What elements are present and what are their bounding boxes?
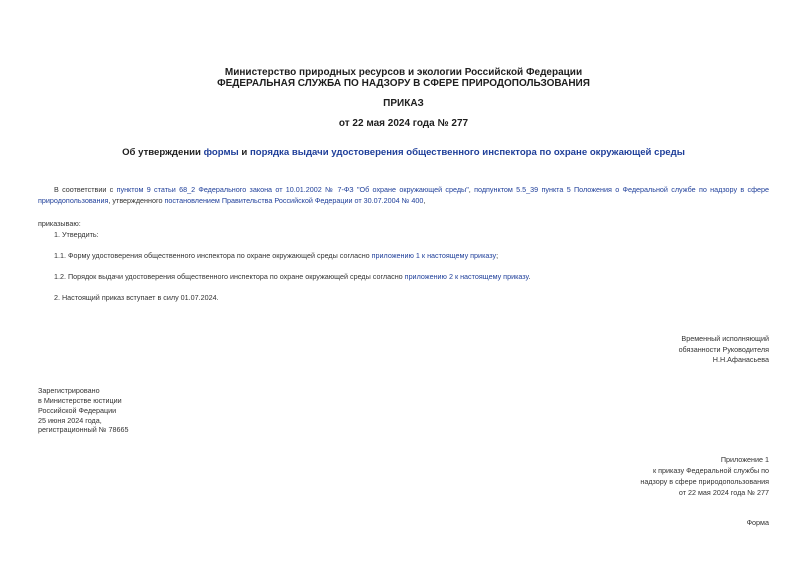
title-link-order[interactable]: порядка выдачи удостоверения общественного инспектора по охране окружающей среды (249, 147, 685, 158)
appendix-line-2: к приказу Федеральной службы по (653, 466, 769, 475)
preamble-line-1 (54, 184, 769, 195)
title-text-1: Об утверждении (122, 147, 204, 158)
preamble-text-2: , (468, 185, 475, 194)
document-type: ПРИКАЗ (383, 98, 424, 109)
regulation-link[interactable]: подпунктом 5.5_39 пункта 5 Положения о Федеральной службе по надзору в сфере (474, 185, 770, 194)
registration-line-1: Зарегистрировано (38, 386, 100, 395)
title-text-2: и (238, 147, 250, 158)
order-item-1: 1. Утвердить: (54, 230, 99, 239)
document-date: от 22 мая 2024 года № 277 (338, 118, 469, 129)
signature-line-2: обязанности Руководителя (678, 345, 769, 354)
law-link[interactable]: пунктом 9 статьи 68_2 Федерального закона от 10.01.2002 № 7-ФЗ "Об охране окружающей среды" (116, 185, 469, 194)
preamble-text-3: , утвержденного (108, 196, 165, 205)
title-link-form[interactable]: формы (203, 147, 239, 158)
signer-name: Н.Н.Афанасьева (712, 355, 769, 364)
preamble-text-4: , (423, 196, 426, 205)
registration-number: регистрационный № 78665 (38, 425, 129, 434)
item-1-1-text: 1.1. Форму удостоверения общественного инспектора по охране окружающей среды согласно (54, 251, 372, 260)
item-1-1-end: ; (496, 251, 499, 260)
regulation-link-cont[interactable]: природопользования (38, 196, 109, 205)
preamble-line-2 (38, 195, 769, 206)
order-item-1-2 (54, 271, 530, 282)
appendix-1-link[interactable]: приложению 1 к настоящему приказу (371, 251, 497, 260)
registration-line-3: Российской Федерации (38, 406, 117, 415)
appendix-number: Приложение 1 (720, 455, 769, 464)
appendix-line-3: надзору в сфере природопользования (640, 477, 769, 486)
item-1-2-text: 1.2. Порядок выдачи удостоверения общественного инспектора по охране окружающей среды согласно (54, 272, 405, 281)
ministry-name: Министерство природных ресурсов и экологии Российской Федерации (224, 67, 583, 78)
form-label: Форма (746, 518, 769, 527)
signature-line-1: Временный исполняющий (681, 334, 769, 343)
document-title (0, 147, 807, 158)
registration-date: 25 июня 2024 года, (38, 416, 102, 425)
order-item-1-1 (54, 250, 498, 261)
item-1-2-end: . (528, 272, 531, 281)
appendix-2-link[interactable]: приложению 2 к настоящему приказу (404, 272, 529, 281)
service-name: ФЕДЕРАЛЬНАЯ СЛУЖБА ПО НАДЗОРУ В СФЕРЕ ПРИРОДОПОЛЬЗОВАНИЯ (217, 78, 590, 89)
appendix-date: от 22 мая 2024 года № 277 (678, 488, 769, 497)
order-word: приказываю: (38, 219, 81, 228)
government-decree-link[interactable]: постановлением Правительства Российской Федерации от 30.07.2004 № 400 (164, 196, 424, 205)
registration-line-2: в Министерстве юстиции (38, 396, 122, 405)
preamble-text-1: В соответствии с (54, 185, 117, 194)
order-item-2: 2. Настоящий приказ вступает в силу 01.07.2024. (54, 293, 219, 302)
